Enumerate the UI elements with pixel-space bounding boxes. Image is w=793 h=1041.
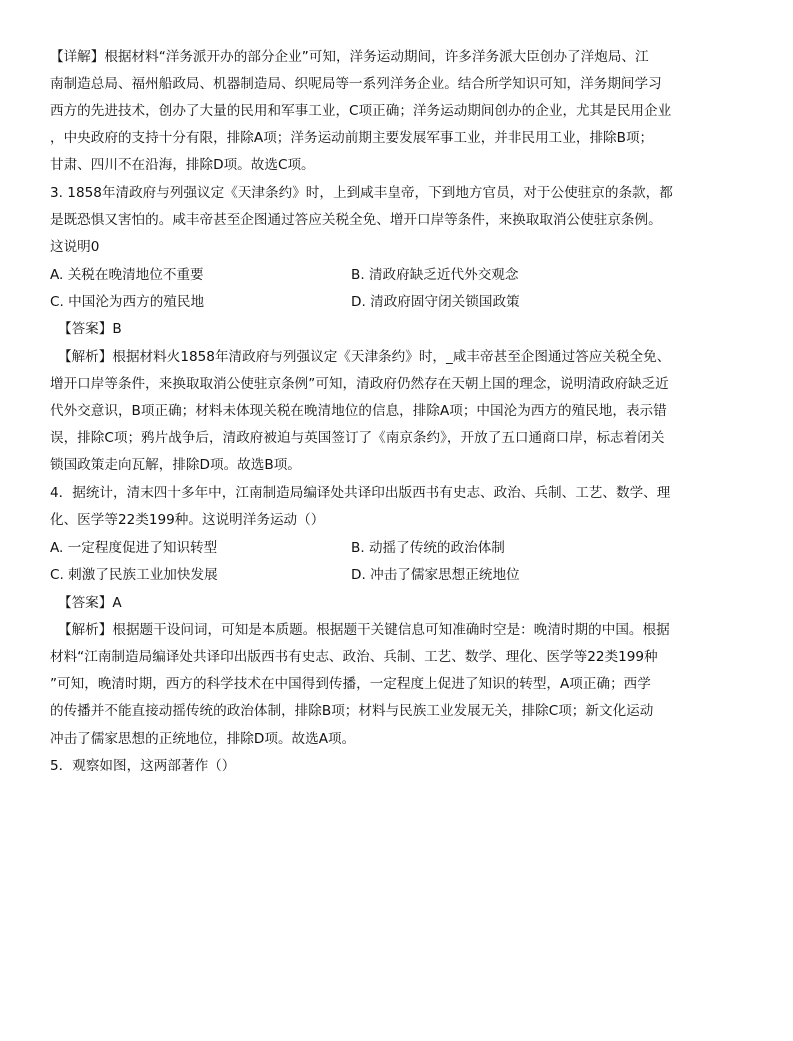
- question4-analysis-line: 【解析】根据题干设问词，可知是本质题。根据题干关键信息可知准确时空是：晚清时期的中国。根据: [58, 622, 670, 638]
- question4-option-c: C. 刺激了民族工业加快发展: [50, 567, 218, 583]
- question3-answer: 【答案】B: [58, 321, 122, 337]
- question3-stem-line: 这说明0: [50, 239, 100, 255]
- question4-analysis-line: 材料“江南制造局编译处共译印出版西书有史志、政治、兵制、工艺、数学、理化、医学等22类199种: [50, 649, 658, 665]
- explanation-q2-line: 南制造总局、福州船政局、机器制造局、织呢局等一系列洋务企业。结合所学知识可知，洋务期间学习: [50, 76, 662, 92]
- question3-stem-line: 3. 1858年清政府与列强议定《天津条约》时，上到咸丰皇帝，下到地方官员，对于公使驻京的条款，都: [50, 185, 673, 201]
- question3-analysis-line: 【解析】根据材料火1858年清政府与列强议定《天津条约》时，_咸丰帝甚至企图通过答应关税全免、: [58, 349, 671, 365]
- question3-analysis-line: 锁国政策走向瓦解，排除D项。故选B项。: [50, 457, 301, 473]
- question4-answer: 【答案】A: [58, 595, 122, 611]
- question4-option-d: D. 冲击了儒家思想正统地位: [351, 567, 520, 583]
- question3-analysis-line: 代外交意识，B项正确；材料未体现关税在晚清地位的信息，排除A项；中国沦为西方的殖民地，表示错: [50, 403, 667, 419]
- question3-analysis-line: 增开口岸等条件，来换取取消公使驻京条例”可知，清政府仍然存在天朝上国的理念，说明清政府缺乏近: [50, 376, 669, 392]
- question3-option-b: B. 清政府缺乏近代外交观念: [351, 267, 519, 283]
- question5-stem-line: 5．观察如图，这两部著作（）: [50, 758, 236, 774]
- question3-analysis-line: 误，排除C项；鸦片战争后，清政府被迫与英国签订了《南京条约》，开放了五口通商口岸，标志着闭关: [50, 430, 665, 446]
- question4-option-a: A. 一定程度促进了知识转型: [50, 540, 218, 556]
- question4-option-b: B. 动摇了传统的政治体制: [351, 540, 505, 556]
- question3-option-c: C. 中国沦为西方的殖民地: [50, 294, 205, 310]
- question3-option-d: D. 清政府固守闭关锁国政策: [351, 294, 520, 310]
- question4-analysis-line: ”可知，晚清时期，西方的科学技术在中国得到传播，一定程度上促进了知识的转型，A项正确；西学: [50, 676, 651, 692]
- explanation-q2-line: ，中央政府的支持十分有限，排除A项；洋务运动前期主要发展军事工业，并非民用工业，排除B项；: [50, 130, 654, 146]
- question4-stem-line: 化、医学等22类199种。这说明洋务运动（）: [50, 512, 325, 528]
- question4-stem-line: 4．据统计，清末四十多年中，江南制造局编译处共译印出版西书有史志、政治、兵制、工艺、数学、理: [50, 485, 671, 501]
- question3-stem-line: 是既恐惧又害怕的。咸丰帝甚至企图通过答应关税全免、增开口岸等条件，来换取取消公使驻京条例。: [50, 212, 662, 228]
- explanation-q2-line: 甘肃、四川不在沿海，排除D项。故选C项。: [50, 157, 315, 173]
- explanation-q2-line: 【详解】根据材料“洋务派开办的部分企业”可知，洋务运动期间，许多洋务派大臣创办了洋炮局、江: [50, 49, 649, 65]
- question4-analysis-line: 冲击了儒家思想的正统地位，排除D项。故选A项。: [50, 731, 356, 747]
- question3-option-a: A. 关税在晚清地位不重要: [50, 267, 204, 283]
- question4-analysis-line: 的传播并不能直接动摇传统的政治体制，排除B项；材料与民族工业发展无关，排除C项；新文化运动: [50, 703, 654, 719]
- explanation-q2-line: 西方的先进技术，创办了大量的民用和军事工业，C项正确；洋务运动期间创办的企业，尤其是民用企业: [50, 103, 672, 119]
